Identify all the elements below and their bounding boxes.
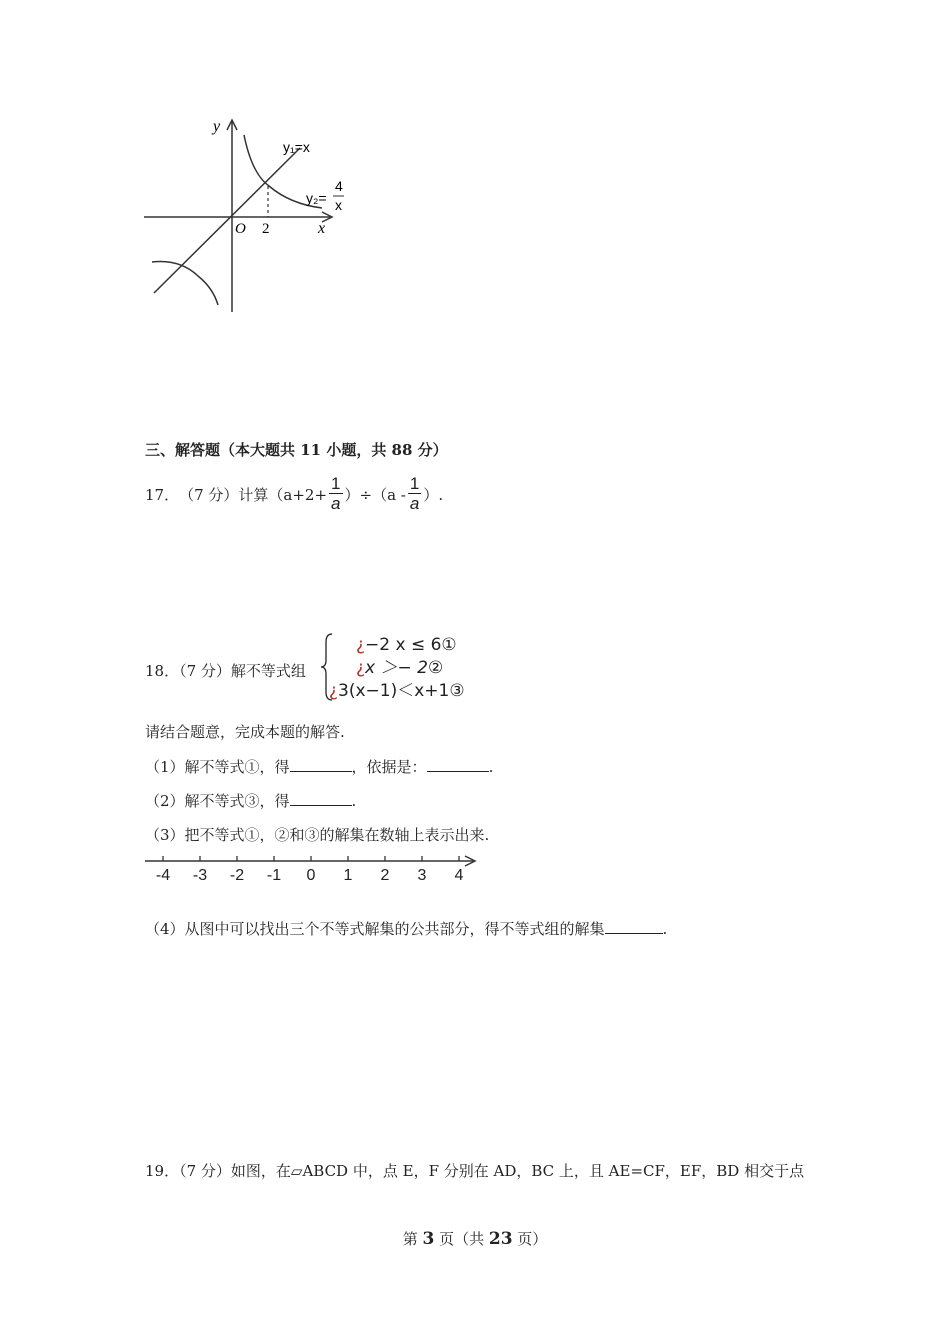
- ineq1-mark: ¿: [356, 635, 366, 655]
- ineq3-mark: ¿: [329, 681, 339, 701]
- q18-number: 18．: [145, 662, 180, 680]
- q17-frac2-num: 1: [409, 473, 420, 493]
- footer-middle: 页（共: [434, 1230, 489, 1248]
- q17-frac1-den: a: [331, 493, 341, 513]
- footer-prefix: 第: [402, 1230, 423, 1248]
- footer-page: 3: [422, 1229, 435, 1249]
- number-line-tick-label: -2: [229, 867, 245, 884]
- part1-a: （1）解不等式①，得: [145, 758, 290, 776]
- part2-blank: [290, 791, 352, 806]
- number-line-tick-label: -4: [155, 867, 171, 884]
- ineq1-text: −2 x ≤ 6①: [365, 635, 457, 655]
- number-line: [143, 850, 483, 886]
- part1-b: ，依据是：: [351, 758, 427, 776]
- part4-a: （4）从图中可以找出三个不等式解集的公共部分，得不等式组的解集: [145, 920, 605, 938]
- part1-c: .: [488, 758, 494, 776]
- part4-blank: [605, 919, 663, 934]
- inequality-2: [356, 657, 443, 680]
- q19-number: 19．: [145, 1162, 180, 1180]
- q18-part-3: （3）把不等式①，②和③的解集在数轴上表示出来.: [145, 826, 490, 844]
- function-graph: [140, 112, 360, 317]
- ineq2-text: x ＞− 2②: [365, 658, 444, 678]
- q17-text-a: 计算（a+2+: [238, 485, 328, 504]
- y-axis-label: y: [213, 118, 221, 135]
- number-line-tick-label: -1: [266, 867, 282, 884]
- question-19: [145, 1160, 804, 1181]
- number-line-tick-label: -3: [192, 867, 208, 884]
- number-line-tick-label: 4: [454, 867, 464, 884]
- q17-fraction-2: [408, 475, 421, 514]
- q17-frac1-num: 1: [331, 473, 341, 493]
- q17-fraction-1: [329, 475, 342, 514]
- part1-blank-1: [290, 757, 352, 772]
- q18-score: （7 分）: [179, 662, 231, 680]
- part2-a: （2）解不等式③，得: [145, 792, 290, 810]
- part4-b: .: [662, 920, 668, 938]
- number-line-tick-label: 0: [306, 867, 316, 884]
- section-heading: 三、解答题（本大题共 11 小题，共 88 分）: [145, 441, 448, 459]
- part1-blank-2: [427, 757, 489, 772]
- q17-text-b: ）÷（a -: [344, 485, 406, 504]
- page-footer: [0, 1228, 950, 1249]
- curve-label-num: 4: [335, 178, 343, 194]
- number-line-tick-label: 2: [380, 867, 390, 884]
- hyperbola-lower: [152, 262, 218, 305]
- question-18-stem: [145, 660, 306, 681]
- curve-label-den: x: [335, 197, 342, 213]
- q18-part-1: [145, 756, 493, 777]
- inequality-3: [329, 680, 465, 703]
- q17-number: 17．: [145, 485, 180, 504]
- footer-total: 23: [488, 1229, 513, 1249]
- q18-stem: 解不等式组: [230, 662, 306, 680]
- ineq2-mark: ¿: [356, 658, 366, 678]
- q19-score: （7 分）: [179, 1162, 231, 1180]
- question-17: [145, 474, 443, 514]
- q18-intro: 请结合题意，完成本题的解答.: [145, 723, 345, 741]
- x-axis-label: x: [318, 220, 326, 237]
- ineq3-text: 3(x−1)＜x+1③: [338, 681, 465, 701]
- line-y1: [154, 148, 300, 293]
- q17-score: （7 分）: [179, 485, 239, 504]
- part2-b: .: [351, 792, 357, 810]
- q18-part-4: [145, 918, 667, 939]
- q17-frac2-den: a: [409, 493, 420, 513]
- number-line-tick-label: 1: [343, 867, 353, 884]
- footer-suffix: 页）: [512, 1230, 548, 1248]
- line-label: y₁=x: [283, 139, 310, 155]
- inequality-1: [356, 634, 457, 657]
- q19-text: 如图，在▱ABCD 中，点 E，F 分别在 AD，BC 上，且 AE=CF，EF，BD 相交于点: [230, 1162, 805, 1180]
- tick-label-2: 2: [262, 221, 270, 237]
- curve-label: y₂=: [306, 190, 327, 206]
- q18-part-2: [145, 790, 356, 811]
- number-line-tick-label: 3: [417, 867, 427, 884]
- q17-text-c: ）.: [423, 485, 444, 504]
- origin-label: O: [235, 221, 246, 237]
